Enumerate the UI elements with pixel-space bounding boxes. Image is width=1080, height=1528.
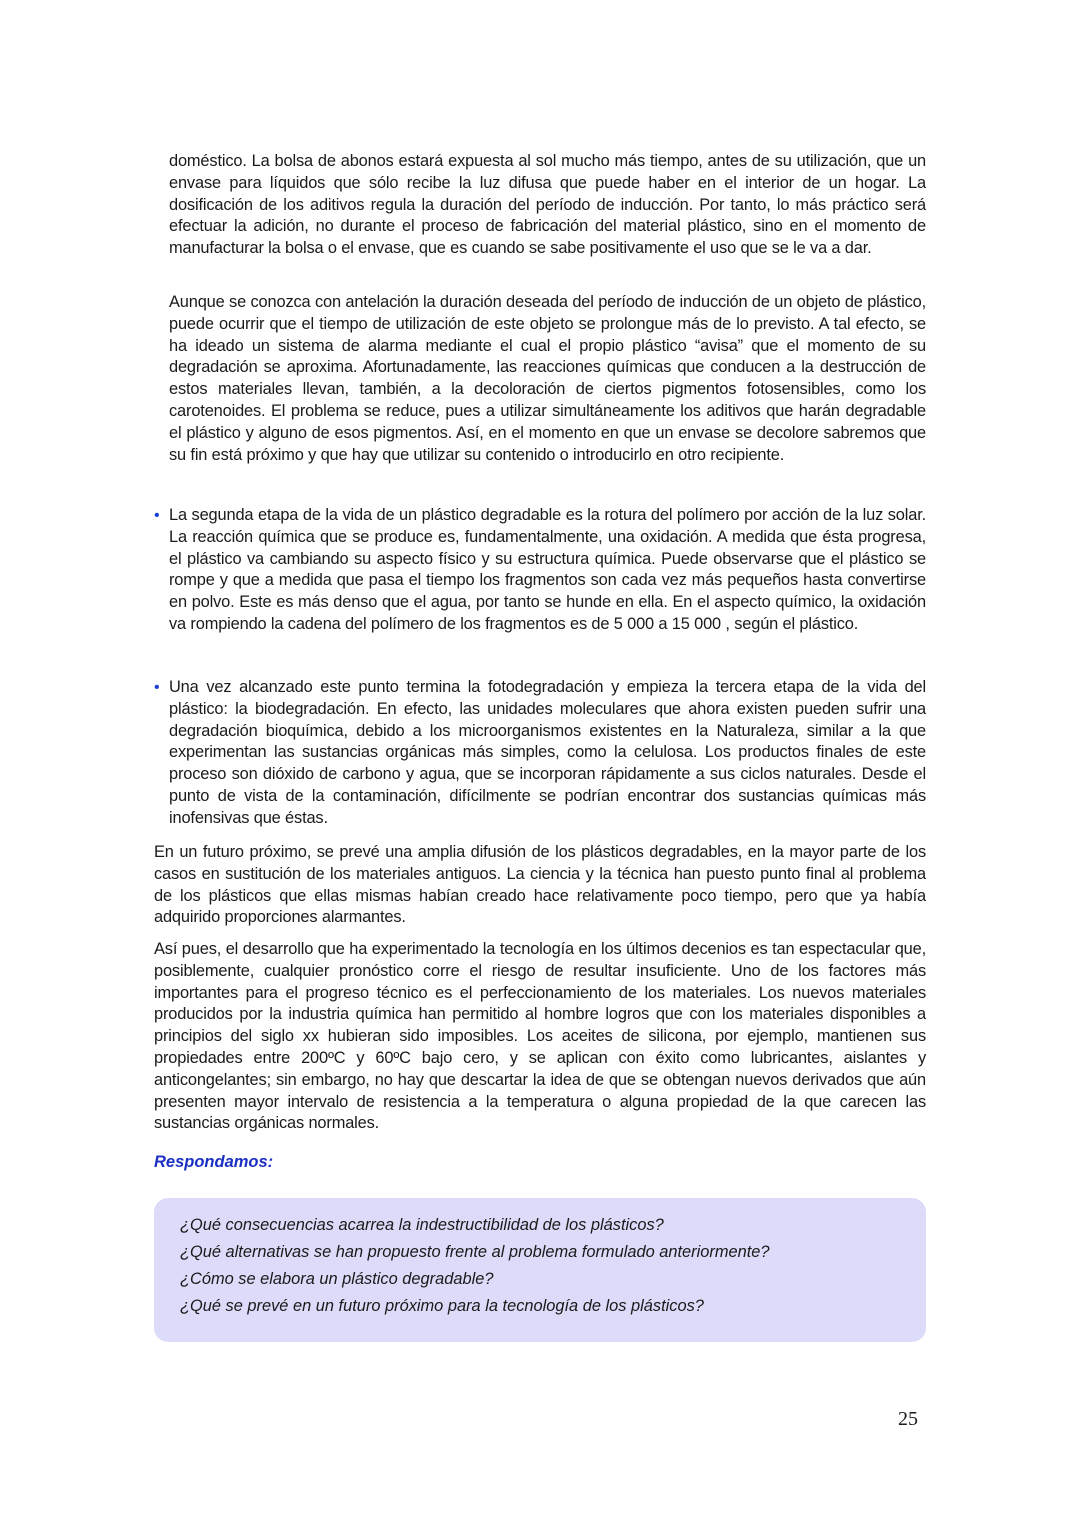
bullet-item-1 xyxy=(154,505,926,636)
paragraph-4: Así pues, el desarrollo que ha experimentado la tecnología en los últimos decenios es tan espectacular que, posiblemente, cualquier pronóstico corre el riesgo de resultar insuficiente. Uno de los factores más importantes para el progreso técnico es el perfeccionamiento de los materiales. Los nuevos materiales producidos por la industria química han permitido al hombre logros que con los materiales disponibles a principios del siglo xx hubieran sido imposibles. Los aceites de silicona, por ejemplo, mantienen sus propiedades entre 200ºC y 60ºC bajo cero, y se aplican con éxito como lubricantes, aislantes y anticongelantes; sin embargo, no hay que descartar la idea de que se obtengan nuevos derivados que aún presenten mayor intervalo de resistencia a la temperatura o alguna propiedad de la que carecen las sustancias orgánicas normales. xyxy=(154,940,926,1133)
bullet-icon: • xyxy=(154,507,160,524)
bullet-item-2 xyxy=(154,677,926,830)
page-number: 25 xyxy=(898,1408,918,1430)
bullet-icon: • xyxy=(154,679,160,696)
question-item: ¿Qué alternativas se han propuesto frente al problema formulado anteriormente? xyxy=(180,1243,770,1261)
paragraph-2: Aunque se conozca con antelación la duración deseada del período de inducción de un objeto de plástico, puede ocurrir que el tiempo de utilización de este objeto se prolongue más de lo previsto. A tal efecto, se ha ideado un sistema de alarma mediante el cual el propio plástico “avisa” que el momento de su degradación se aproxima. Afortunadamente, las reacciones químicas que conducen a la destrucción de estos materiales llevan, también, a la decoloración de ciertos pigmentos fotosensibles, como los carotenoides. El problema se reduce, pues a utilizar simultáneamente los aditivos que harán degradable el plástico y alguno de esos pigmentos. Así, en el momento en que un envase se decolore sabremos que su fin está próximo y que hay que utilizar su contenido o introducirlo en otro recipiente. xyxy=(169,293,926,464)
question-item: ¿Qué consecuencias acarrea la indestructibilidad de los plásticos? xyxy=(180,1216,664,1234)
questions-heading: Respondamos: xyxy=(154,1153,274,1171)
questions-box xyxy=(154,1198,926,1342)
question-item: ¿Cómo se elabora un plástico degradable? xyxy=(180,1270,494,1288)
question-item: ¿Qué se prevé en un futuro próximo para la tecnología de los plásticos? xyxy=(180,1297,704,1315)
bullet-text: Una vez alcanzado este punto termina la fotodegradación y empieza la tercera etapa de la vida del plástico: la biodegradación. En efecto, las unidades moleculares que ahora existen pueden sufrir una degradación bioquímica, debido a los microorganismos existentes en la Naturaleza, similar a la que experimentan las sustancias orgánicas más simples, como la celulosa. Los productos finales de este proceso son dióxido de carbono y agua, que se incorporan rápidamente a sus ciclos naturales. Desde el punto de vista de la contaminación, difícilmente se podrían encontrar dos sustancias químicas más inofensivas que éstas. xyxy=(169,678,926,827)
paragraph-1: doméstico. La bolsa de abonos estará expuesta al sol mucho más tiempo, antes de su utilización, que un envase para líquidos que sólo recibe la luz difusa que puede haber en el interior de un hogar. La dosificación de los aditivos regula la duración del período de inducción. Por tanto, lo más práctico será efectuar la adición, no durante el proceso de fabricación del material plástico, sino en el momento de manufacturar la bolsa o el envase, que es cuando se sabe positivamente el uso que se le va a dar. xyxy=(169,152,926,258)
paragraph-3: En un futuro próximo, se prevé una amplia difusión de los plásticos degradables, en la mayor parte de los casos en sustitución de los materiales antiguos. La ciencia y la técnica han puesto punto final al problema de los plásticos que ellas mismas habían creado hace relativamente poco tiempo, pero que ya había adquirido proporciones alarmantes. xyxy=(154,843,926,927)
bullet-text: La segunda etapa de la vida de un plástico degradable es la rotura del polímero por acción de la luz solar. La reacción química que se produce es, fundamentalmente, una oxidación. A medida que ésta progresa, el plástico va cambiando su aspecto físico y su estructura química. Puede observarse que el plástico se rompe y que a medida que pasa el tiempo los fragmentos son cada vez más pequeños hasta convertirse en polvo. Este es más denso que el agua, por tanto se hunde en ella. En el aspecto químico, la oxidación va rompiendo la cadena del polímero de los fragmentos es de 5 000 a 15 000 , según el plástico. xyxy=(169,506,926,633)
